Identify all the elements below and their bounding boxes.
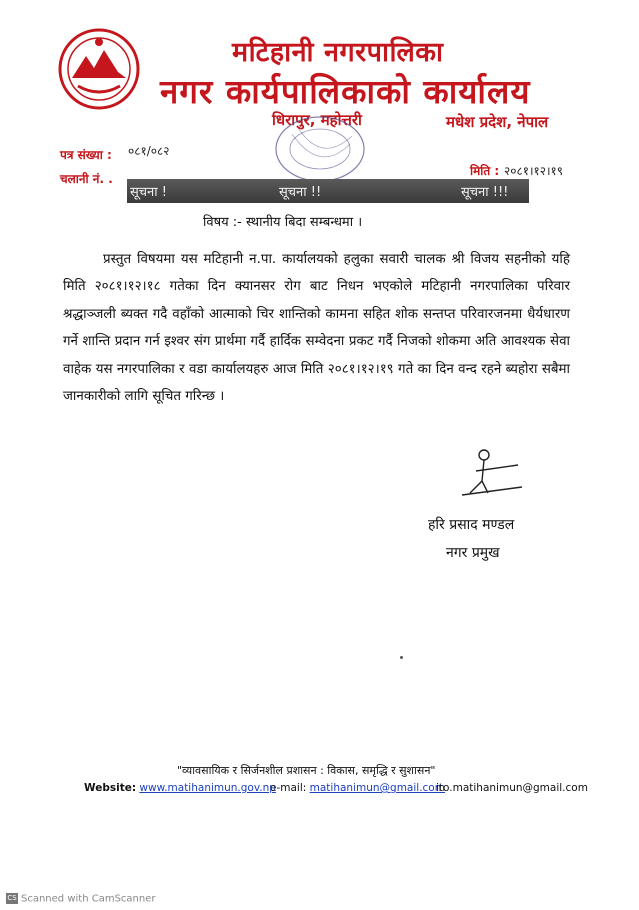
signature-scribble	[456, 447, 528, 501]
signatory-title: नगर प्रमुख	[446, 545, 500, 561]
camscanner-icon: CS	[7, 894, 17, 902]
footer-motto: "व्यावसायिक र सिर्जनशील प्रशासन : विकास, समृद्धि र सुशासन"	[177, 764, 436, 777]
email-label: e-mail:	[270, 782, 307, 794]
notice-label-3: सूचना !!!	[461, 185, 509, 200]
miti-label: मिति :	[470, 164, 500, 178]
org-name: मटिहानी नगरपालिका	[232, 37, 444, 68]
footer-email	[270, 782, 445, 794]
subject-line: विषय :- स्थानीय बिदा सम्बन्धमा ।	[203, 215, 363, 230]
notice-body: प्रस्तुत विषयमा यस मटिहानी न.पा. कार्यालयको हलुका सवारी चालक श्री विजय सहनीको यहि मिति २०८१।१२।१८ गतेका दिन क्यानसर रोग बाट निधन भएकोले मटिहानी नगरपालिका परिवार श्रद्धाञ्जली ब्यक्त गदै वहाँको आत्माको चिर शान्तिको कामना सहित शोक सन्तप्त परिवारजनमा धैर्यधारण गर्ने शान्ति प्रदान गर्न इश्वर संग प्रार्थमा गर्दै हार्दिक सम्वेदना प्रकट गर्दै निजको शोकमा अति आवश्यक सेवा वाहेक यस नगरपालिका र वडा कार्यालयहरु आज मिति २०८१।१२।१९ गते का दिन वन्द रहने ब्यहोरा सबैमा जानकारीको लागि सूचित गरिन्छ ।	[63, 252, 570, 405]
chalani-label: चलानी नं. .	[60, 172, 113, 186]
website-label: Website:	[84, 782, 137, 794]
patra-label: पत्र संख्या :	[60, 148, 112, 162]
footer-email-2: ito.matihanimun@gmail.com	[436, 782, 588, 794]
province: मधेश प्रदेश, नेपाल	[446, 113, 549, 131]
footer-website	[84, 782, 276, 794]
office-stamp	[272, 114, 368, 184]
scanner-watermark	[6, 893, 156, 905]
signatory-name: हरि प्रसाद मण्डल	[428, 517, 515, 533]
email-link[interactable]: matihanimun@gmail.com	[309, 782, 445, 794]
patra-value: ०८१/०८२	[128, 144, 170, 158]
website-link[interactable]: www.matihanimun.gov.np	[139, 782, 276, 794]
notice-label-1: सूचना !	[130, 185, 167, 200]
scanner-label: Scanned with CamScanner	[21, 893, 156, 905]
notice-label-2: सूचना !!	[279, 185, 322, 200]
emblem-logo	[58, 28, 140, 110]
office-location: धिरापुर, महोत्तरी	[272, 111, 362, 129]
speck-dot	[400, 656, 403, 659]
notice-banner	[127, 179, 529, 203]
office-name: नगर कार्यपालिकाको कार्यालय	[160, 72, 531, 111]
miti-value: २०८१।१२।१९	[504, 164, 564, 178]
